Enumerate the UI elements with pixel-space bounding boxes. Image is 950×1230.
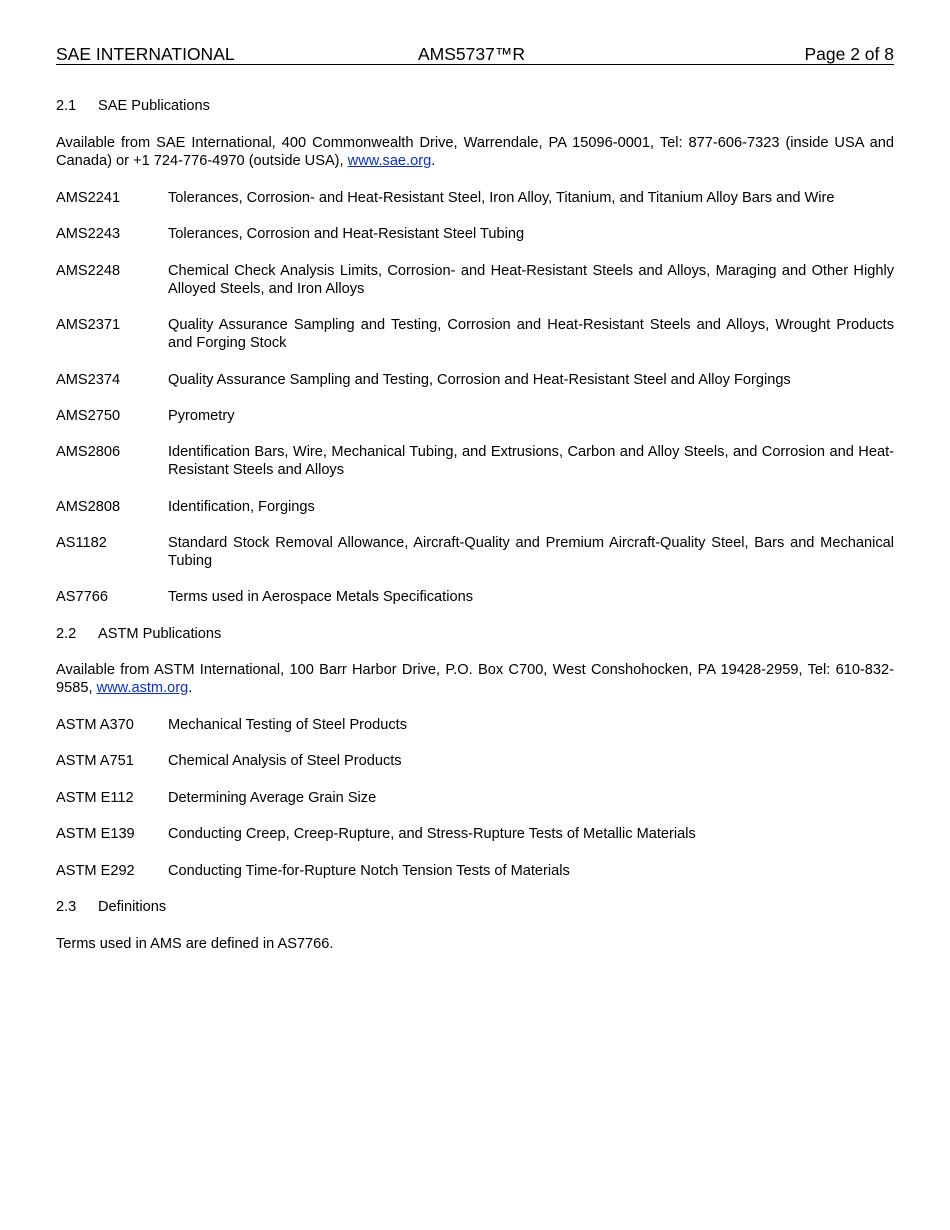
- reference-code: ASTM A370: [56, 717, 134, 733]
- reference-title: Pyrometry: [168, 408, 235, 424]
- reference-item: [56, 862, 894, 880]
- section-heading-2-2: [56, 625, 894, 643]
- availability-text: Available from ASTM International, 100 Barr Harbor Drive, P.O. Box C700, West Conshohocken, PA 19428-2959, Tel: 610-832-9585,: [56, 662, 894, 696]
- reference-item: [56, 534, 894, 570]
- reference-item: [56, 825, 894, 843]
- reference-code: AMS2750: [56, 408, 121, 424]
- reference-title: Quality Assurance Sampling and Testing, Corrosion and Heat-Resistant Steel and Alloy Forgings: [168, 372, 791, 388]
- reference-title: Quality Assurance Sampling and Testing, Corrosion and Heat-Resistant Steels and Alloys, Wrought Products and Forging Stock: [168, 317, 894, 351]
- section-number: 2.1: [56, 98, 77, 114]
- reference-title: Tolerances, Corrosion and Heat-Resistant Steel Tubing: [168, 226, 525, 242]
- reference-title: Conducting Time-for-Rupture Notch Tension Tests of Materials: [168, 863, 570, 879]
- reference-code: AMS2374: [56, 372, 121, 388]
- reference-item: [56, 407, 894, 425]
- astm-website-link[interactable]: www.astm.org: [96, 680, 189, 696]
- reference-code: AMS2243: [56, 226, 121, 242]
- reference-item: [56, 316, 894, 352]
- reference-title: Determining Average Grain Size: [168, 790, 377, 806]
- reference-title: Mechanical Testing of Steel Products: [168, 717, 408, 733]
- reference-title: Identification Bars, Wire, Mechanical Tubing, and Extrusions, Carbon and Alloy Steels, and Corrosion and Heat-Resistant Steels and Alloys: [168, 444, 894, 478]
- reference-item: [56, 189, 894, 207]
- reference-item: [56, 588, 894, 606]
- reference-item: [56, 443, 894, 479]
- reference-title: Chemical Analysis of Steel Products: [168, 753, 402, 769]
- reference-title: Conducting Creep, Creep-Rupture, and Stress-Rupture Tests of Metallic Materials: [168, 826, 696, 842]
- section-title: SAE Publications: [98, 98, 210, 114]
- reference-code: AMS2241: [56, 190, 121, 206]
- section-number: 2.3: [56, 899, 77, 915]
- availability-text: Available from SAE International, 400 Commonwealth Drive, Warrendale, PA 15096-0001, Tel: 877-606-7323 (inside USA and Canada) or +1 724-776-4970 (outside USA),: [56, 135, 894, 169]
- astm-availability-paragraph: [56, 661, 894, 697]
- section-title: Definitions: [98, 899, 167, 915]
- reference-item: [56, 789, 894, 807]
- definitions-paragraph: [56, 935, 894, 953]
- reference-code: AMS2371: [56, 317, 121, 333]
- section-title: ASTM Publications: [98, 626, 222, 642]
- reference-item: [56, 225, 894, 243]
- period: .: [431, 153, 436, 169]
- reference-code: AS1182: [56, 535, 107, 551]
- reference-title: Standard Stock Removal Allowance, Aircraft-Quality and Premium Aircraft-Quality Steel, Bars and Mechanical Tubing: [168, 535, 894, 569]
- reference-code: AMS2248: [56, 263, 121, 279]
- sae-website-link[interactable]: www.sae.org: [347, 153, 432, 169]
- header-doc-id: AMS5737™R: [418, 44, 525, 64]
- section-heading-2-3: [56, 898, 894, 916]
- reference-title: Tolerances, Corrosion- and Heat-Resistant Steel, Iron Alloy, Titanium, and Titanium Alloy Bars and Wire: [168, 190, 835, 206]
- reference-code: ASTM E139: [56, 826, 135, 842]
- section-number: 2.2: [56, 626, 77, 642]
- definitions-text: Terms used in AMS are defined in AS7766.: [56, 936, 334, 952]
- reference-code: AMS2806: [56, 444, 121, 460]
- reference-item: [56, 371, 894, 389]
- sae-availability-paragraph: [56, 134, 894, 170]
- header-org: SAE INTERNATIONAL: [56, 44, 235, 64]
- header-page-number: Page 2 of 8: [804, 44, 894, 64]
- reference-item: [56, 752, 894, 770]
- reference-title: Chemical Check Analysis Limits, Corrosion- and Heat-Resistant Steels and Alloys, Maraging and Other Highly Alloyed Steels, and Iron Alloys: [168, 263, 894, 297]
- reference-code: ASTM E112: [56, 790, 134, 806]
- reference-item: [56, 716, 894, 734]
- period: .: [188, 680, 193, 696]
- reference-code: ASTM A751: [56, 753, 134, 769]
- reference-code: AMS2808: [56, 499, 121, 515]
- reference-title: Identification, Forgings: [168, 499, 315, 515]
- reference-code: ASTM E292: [56, 863, 135, 879]
- reference-title: Terms used in Aerospace Metals Specifications: [168, 589, 473, 605]
- reference-item: [56, 498, 894, 516]
- section-heading-2-1: [56, 97, 894, 115]
- reference-item: [56, 262, 894, 298]
- page-header: [56, 44, 894, 65]
- reference-code: AS7766: [56, 589, 108, 605]
